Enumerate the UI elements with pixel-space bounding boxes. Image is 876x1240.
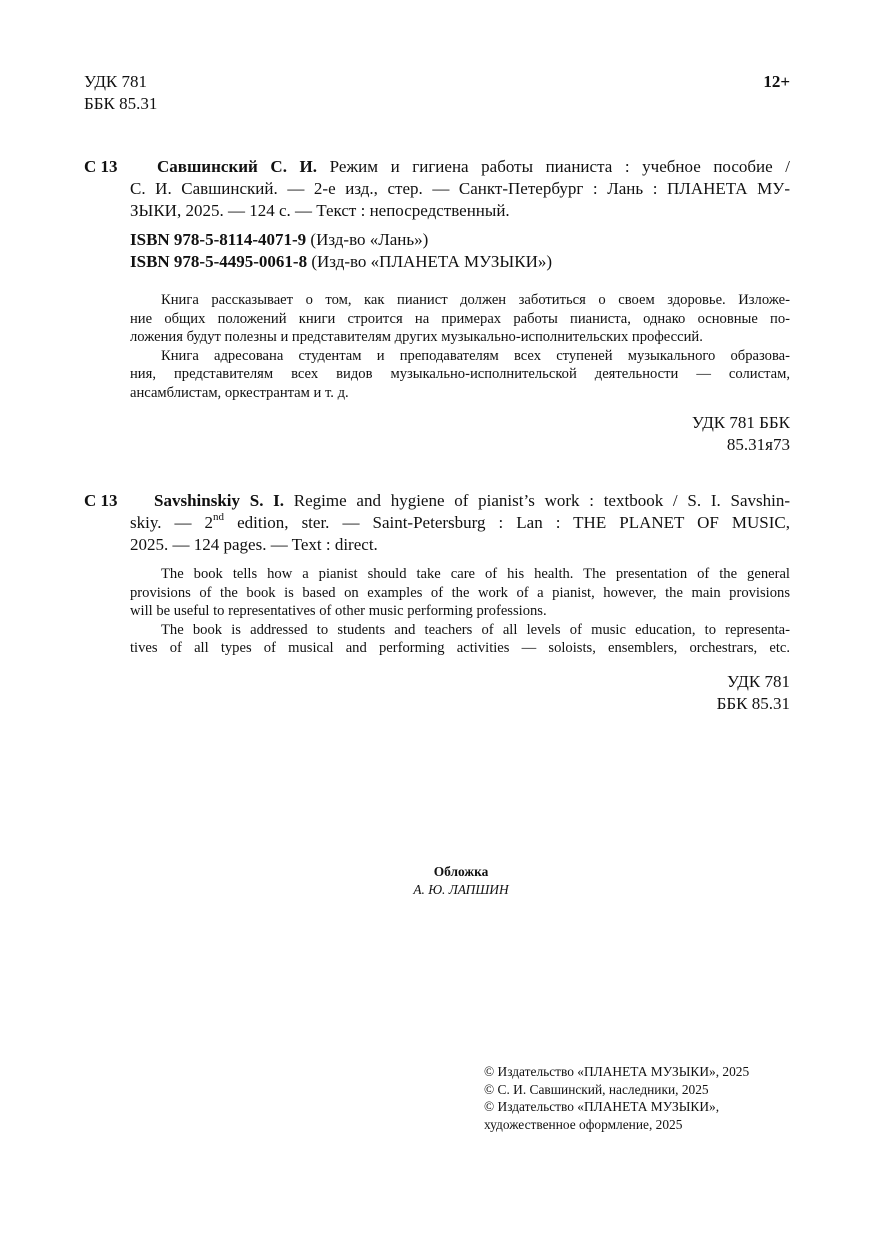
ru-entry-line2: С. И. Савшинский. — 2-е изд., стер. — Санкт-Петербург : Лань : ПЛАНЕТА МУ- [130,179,790,198]
age-rating-badge: 12+ [763,72,790,91]
en-author: Savshinskiy S. I. [154,491,285,510]
ru-entry-line3: ЗЫКИ, 2025. — 124 с. — Текст : непосредственный. [130,201,510,220]
edition-ordinal-suffix: nd [213,511,225,524]
ru-abstract-line: ансамблистам, оркестрантам и т. д. [130,384,349,401]
ru-isbn-2 [130,251,552,273]
copyright-line: © С. И. Савшинский, наследники, 2025 [484,1081,709,1097]
copyright-line: © Издательство «ПЛАНЕТА МУЗЫКИ», 2025 [484,1064,750,1079]
en-bibliographic-entry [84,490,790,556]
en-class-bbk: ББК 85.31 [716,694,790,713]
ru-abstract-line: ния, представителям всех видов музыкально-исполнительской деятельности — солистам, [130,366,790,382]
ru-isbn-block [130,229,552,273]
isbn-1-number: ISBN 978-5-8114-4071-9 [130,230,307,249]
en-line2-part: skiy. — 2 [130,513,214,532]
ru-abstract [130,291,790,402]
en-class-udk: УДК 781 [726,672,790,691]
en-abstract-line: The book tells how a pianist should take care of his health. The presentation of the general [161,566,790,582]
ru-author: Савшинский С. И. [157,157,318,176]
copyright-block [484,1063,749,1133]
en-line2-rest: edition, ster. — Saint-Petersburg : Lan : THE PLANET OF MUSIC, [237,513,790,532]
en-entry-continuation [130,512,790,556]
en-abstract-line: The book is addressed to students and teachers of all levels of music education, to representa- [161,621,790,638]
en-entry-code: С 13 [84,491,118,510]
isbn-2-number: ISBN 978-5-4495-0061-8 [130,252,308,271]
ru-class-udk: УДК 781 ББК [691,413,790,432]
header-bbk: ББК 85.31 [84,94,158,113]
isbn-1-publisher: (Изд-во «Лань») [310,230,429,249]
en-abstract-line: tives of all types of musical and performing activities — soloists, ensemblers, orchestrars, etc. [130,640,790,656]
ru-bibliographic-entry [84,156,790,220]
en-abstract-line: provisions of the book is based on examples of the work of a pianist, however, the main provisions [130,584,790,601]
ru-entry-continuation [130,178,790,222]
ru-abstract-line: ложения будут полезны и представителям других музыкально-исполнительских профессий. [130,329,703,345]
en-abstract [130,565,790,658]
ru-abstract-line: Книга адресована студентам и преподавателям всех ступеней музыкального образова- [161,347,790,364]
cover-artist: А. Ю. ЛАПШИН [413,881,509,897]
ru-isbn-1 [130,229,552,251]
en-entry-line1 [154,490,790,512]
cover-credit [0,863,876,898]
cover-label: Обложка [433,864,489,879]
isbn-2-publisher: (Изд-во «ПЛАНЕТА МУЗЫКИ») [311,252,553,271]
ru-classification [692,412,790,456]
ru-entry-code: С 13 [84,157,118,176]
en-classification [717,671,790,715]
en-abstract-line: will be useful to representatives of other music performing professions. [130,603,547,619]
en-entry-line3: 2025. — 124 pages. — Text : direct. [130,535,378,554]
ru-entry-line1 [157,156,790,178]
header-udk: УДК 781 [84,72,148,91]
copyright-line: художественное оформление, 2025 [484,1116,683,1132]
ru-abstract-line: ние общих положений книги строится на примерах работы пианиста, однако основные по- [130,310,790,327]
ru-class-bbk: 85.31я73 [726,435,790,454]
ru-title: Режим и гигиена работы пианиста : учебное пособие / [329,157,790,176]
en-title: Regime and hygiene of pianist’s work : textbook / S. I. Savshin- [293,491,790,510]
header-classification [84,71,157,115]
ru-abstract-line: Книга рассказывает о том, как пианист должен заботиться о своем здоровье. Изложе- [161,292,790,308]
en-entry-line2 [130,512,790,534]
copyright-line: © Издательство «ПЛАНЕТА МУЗЫКИ», [484,1099,720,1114]
